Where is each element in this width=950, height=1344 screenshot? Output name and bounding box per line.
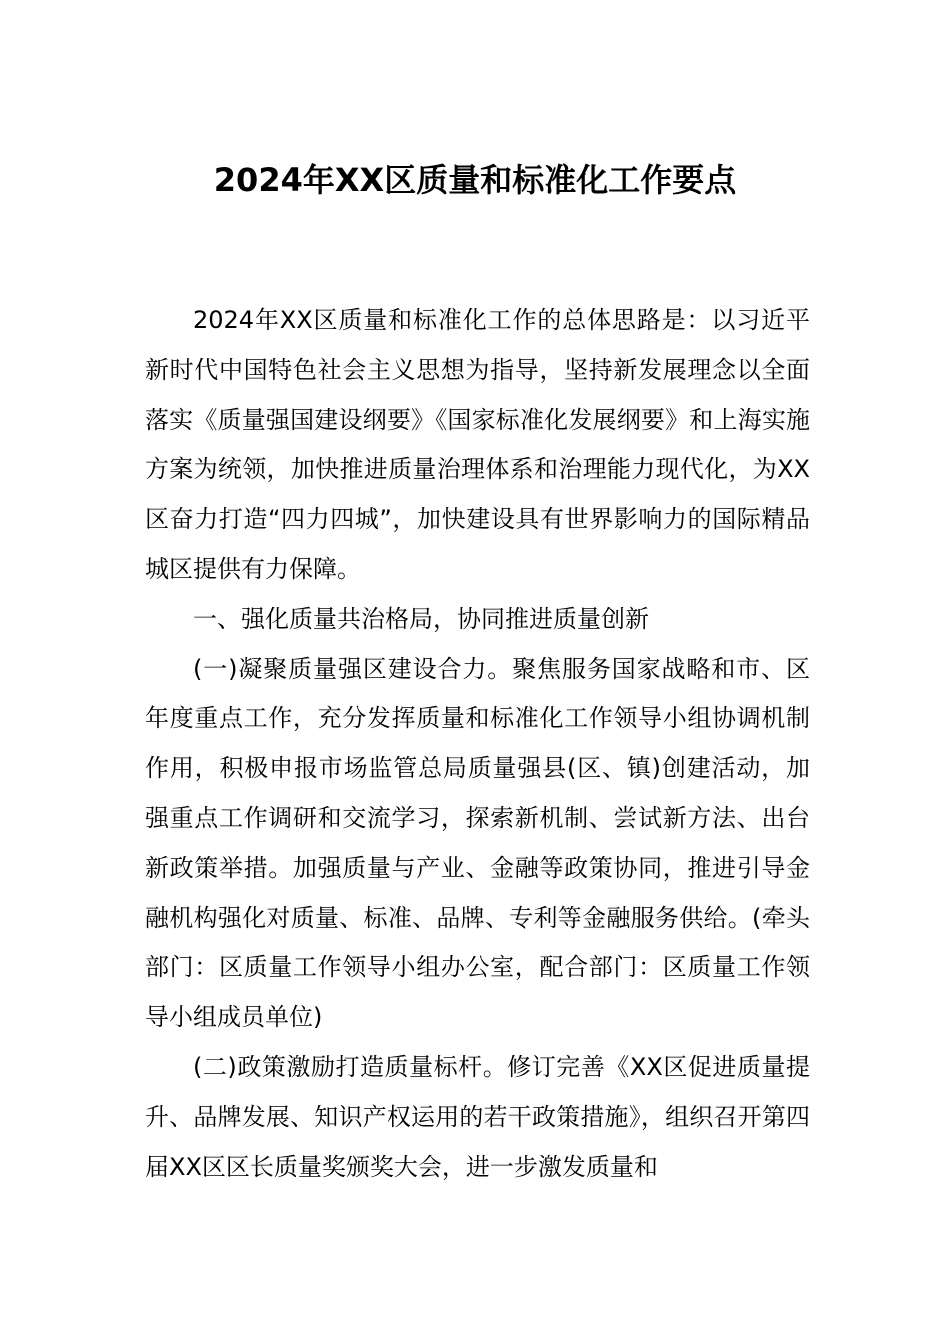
paragraph-item-1: (一)凝聚质量强区建设合力。聚焦服务国家战略和市、区年度重点工作，充分发挥质量和标准化工作领导小组协调机制作用，积极申报市场监管总局质量强县(区、镇)创建活动，加强重点工作调研和交流学习，探索新机制、尝试新方法、出台新政策举措。加强质量与产业、金融等政策协同，推进引导金融机构强化对质量、标准、品牌、专利等金融服务供给。(牵头部门：区质量工作领导小组办公室，配合部门：区质量工作领导小组成员单位) xyxy=(145,654,810,1032)
section-heading-1: 一、强化质量共治格局，协同推进质量创新 xyxy=(193,604,649,633)
document-title: 2024年XX区质量和标准化工作要点 xyxy=(213,161,737,199)
paragraph-overview: 2024年XX区质量和标准化工作的总体思路是：以习近平新时代中国特色社会主义思想为指导，坚持新发展理念以全面落实《质量强国建设纲要》《国家标准化发展纲要》和上海实施方案为统领，加快推进质量治理体系和治理能力现代化，为XX区奋力打造“四力四城”，加快建设具有世界影响力的国际精品城区提供有力保障。 xyxy=(145,306,810,583)
document-body xyxy=(145,296,810,1192)
paragraph-item-2: (二)政策激励打造质量标杆。修订完善《XX区促进质量提升、品牌发展、知识产权运用的若干政策措施》，组织召开第四届XX区区长质量奖颁奖大会，进一步激发质量和 xyxy=(145,1052,810,1181)
